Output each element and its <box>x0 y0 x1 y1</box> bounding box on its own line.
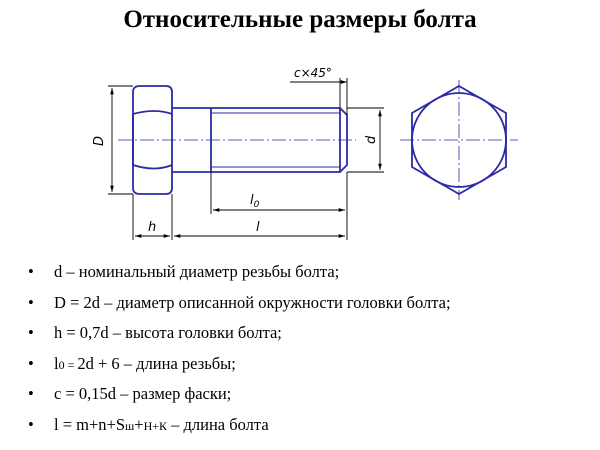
bullet-text: D = 2d – диаметр описанной окружности головки болта; <box>54 292 451 312</box>
bullet-text: ш <box>125 418 135 433</box>
slide-title: Относительные размеры болта <box>123 6 477 33</box>
bullet-text: 0 = <box>58 357 78 372</box>
label-l: l <box>256 220 260 235</box>
bullet-item <box>28 384 451 415</box>
bullet-text: – длина болта <box>167 414 269 434</box>
label-chamfer: c×45° <box>294 66 332 80</box>
bullet-item <box>28 323 451 354</box>
bullet-item <box>28 262 451 293</box>
bullet-item <box>28 293 451 324</box>
bullet-marker: • <box>28 323 34 342</box>
bullet-marker: • <box>28 353 34 373</box>
bullet-item <box>28 354 451 385</box>
bullet-list <box>28 262 451 445</box>
dimensions <box>108 78 384 240</box>
bullet-item <box>28 415 451 446</box>
head-facet-arc-top <box>133 111 172 114</box>
bullet-text: + <box>134 414 144 434</box>
label-h: h <box>148 220 157 235</box>
bullet-marker: • <box>28 384 34 403</box>
bullet-marker: • <box>28 414 34 434</box>
bullet-text: h = 0,7d – высота головки болта; <box>54 323 282 342</box>
bullet-text: c = 0,15d – размер фаски; <box>54 384 232 403</box>
label-D: D <box>92 135 107 146</box>
bullet-text: 2d + 6 – длина резьбы; <box>77 353 236 373</box>
bullet-text: d – номинальный диаметр резьбы болта; <box>54 262 340 281</box>
bullet-text: l = m+n+S <box>54 414 126 434</box>
bullet-marker: • <box>28 292 34 312</box>
head-facet-arc-bottom <box>133 165 172 169</box>
bullet-text: l <box>54 353 59 373</box>
label-l0: $l_0$ <box>250 193 260 210</box>
bullet-text: Н+К <box>143 418 168 433</box>
bullet-marker: • <box>28 262 34 281</box>
label-d: d <box>364 135 379 144</box>
